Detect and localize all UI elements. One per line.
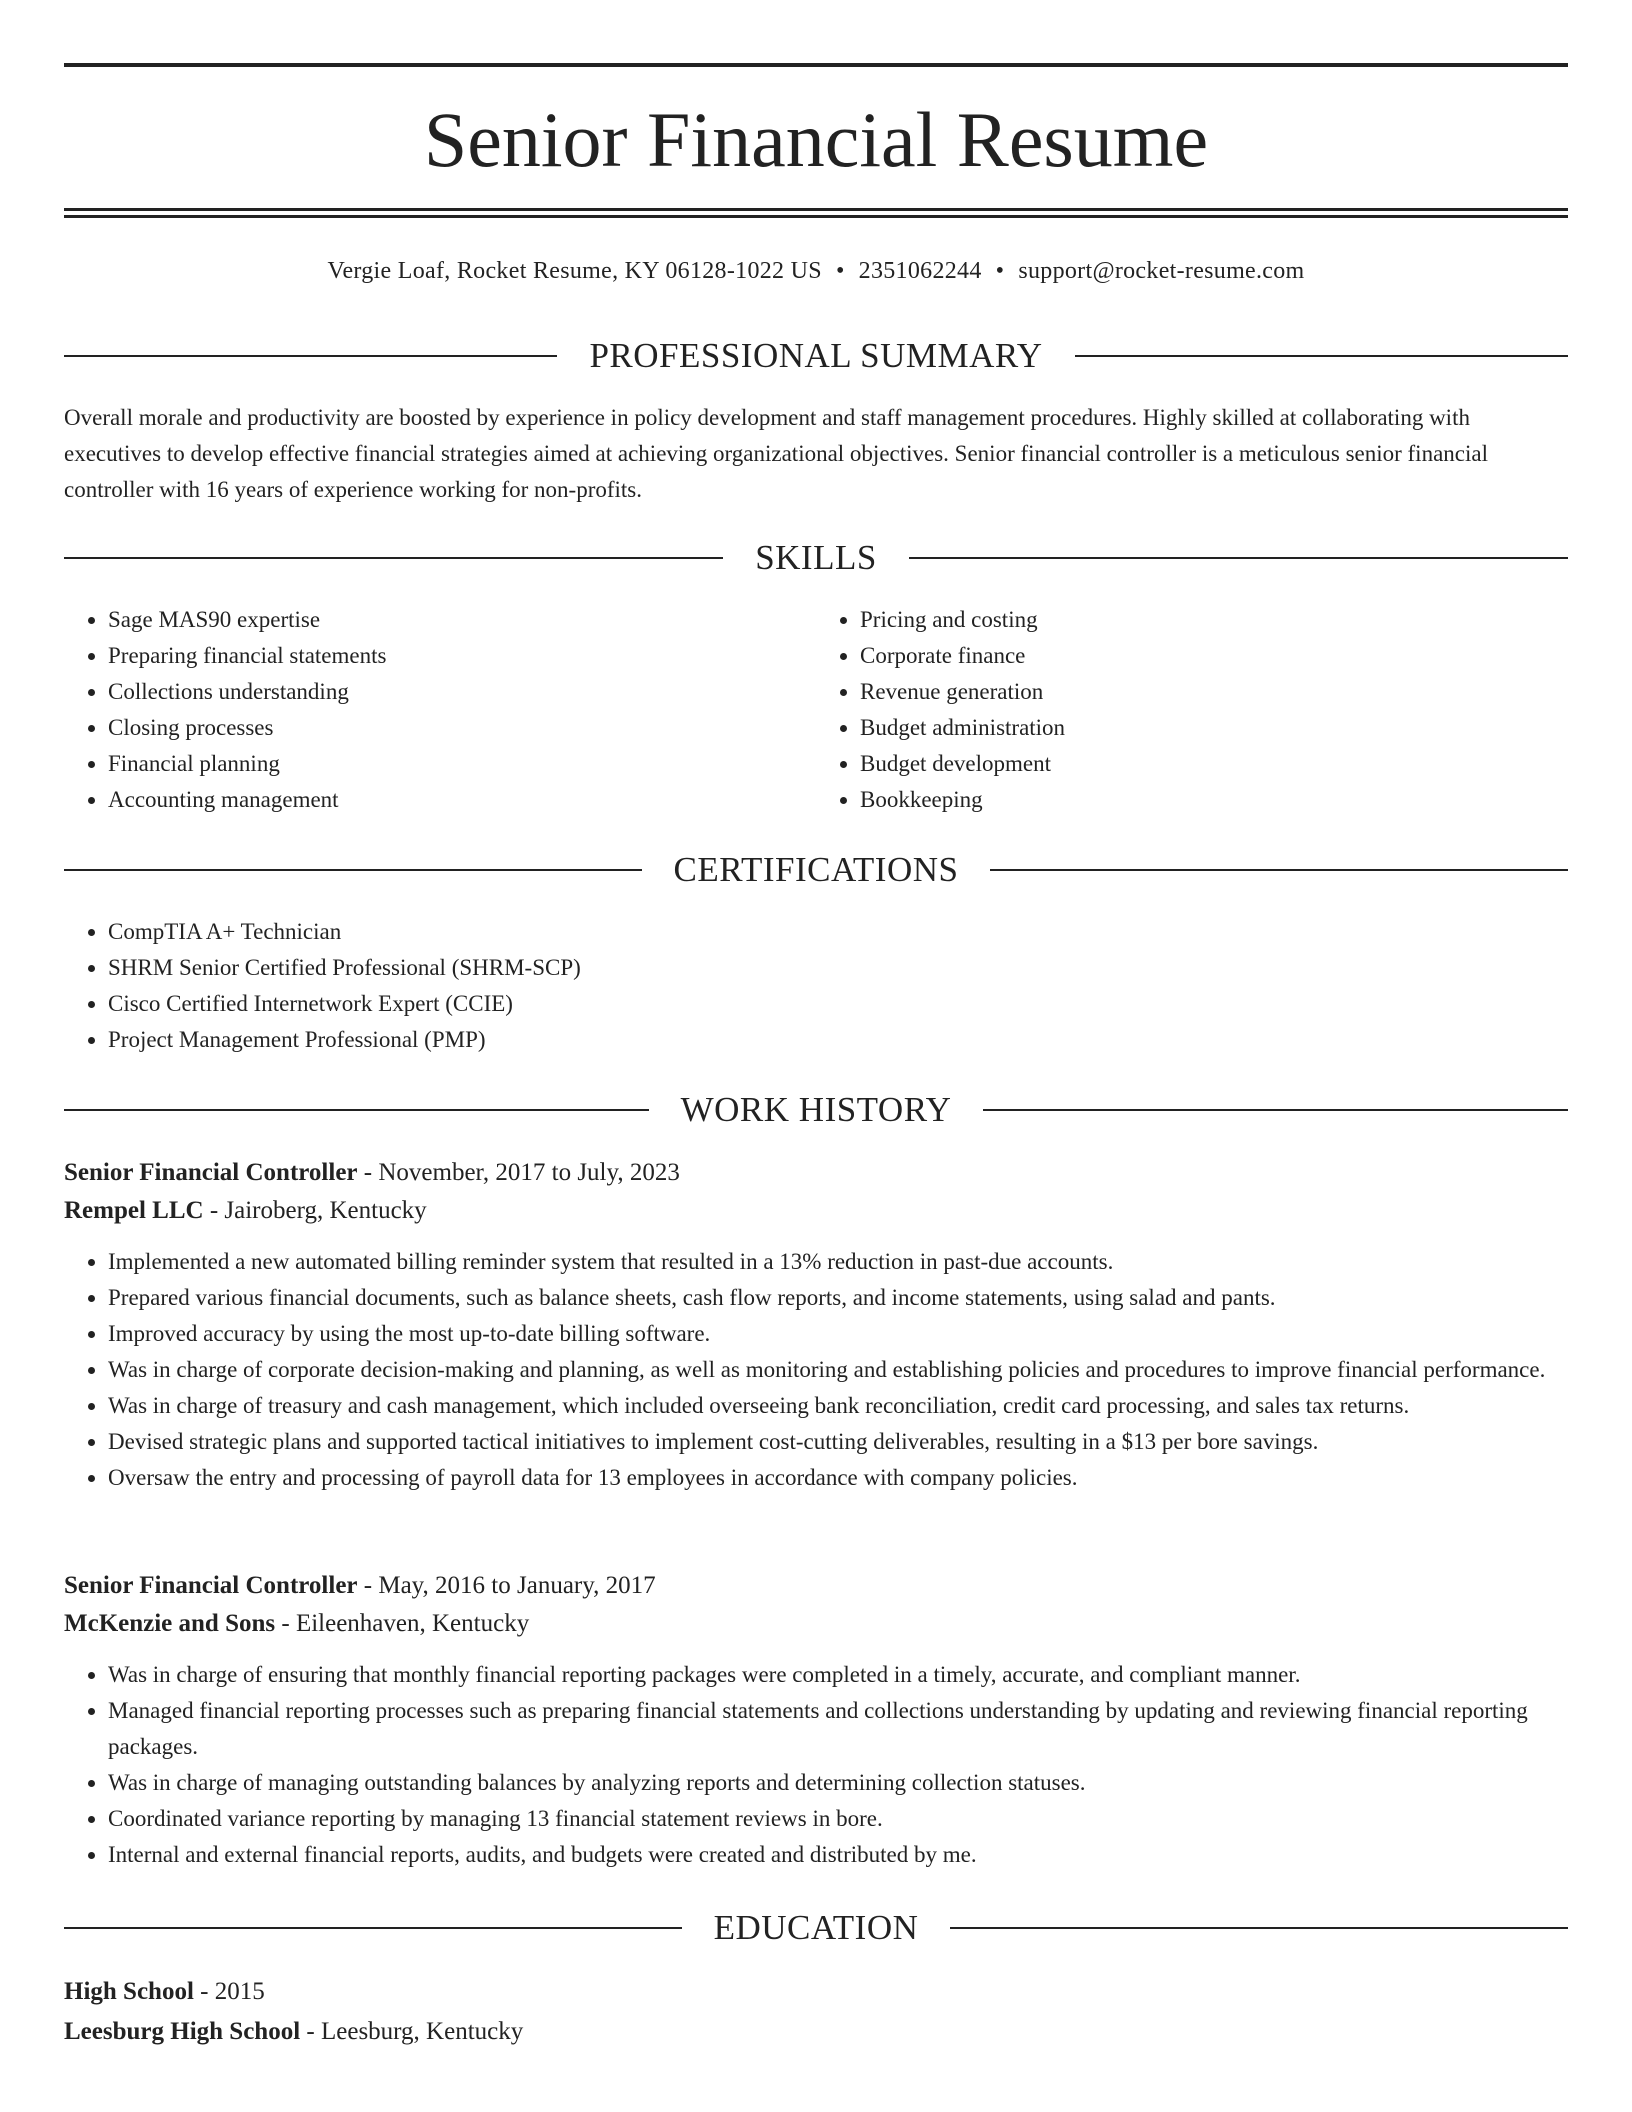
section-title: EDUCATION	[713, 1908, 919, 1947]
job-bullet: • Was in charge of ensuring that monthly financial reporting packages were completed in a timely, accurate, and compliant manner.	[108, 1657, 1568, 1693]
job-bullet: • Oversaw the entry and processing of payroll data for 13 employees in accordance with company policies.	[108, 1460, 1568, 1496]
heading-rule	[1075, 355, 1568, 357]
job-bullet: • Internal and external financial reports, audits, and budgets were created and distributed by me.	[108, 1837, 1568, 1873]
job-location: - Eileenhaven, Kentucky	[275, 1610, 530, 1637]
heading-rule	[64, 557, 723, 559]
contact-email: support@rocket-resume.com	[1018, 258, 1305, 284]
education-degree-line	[64, 1972, 1568, 2012]
top-rule	[64, 63, 1568, 67]
skill-item: • Budget administration	[860, 710, 1568, 746]
certification-item: • Cisco Certified Internetwork Expert (CCIE)	[108, 986, 1568, 1022]
resume-title: Senior Financial Resume	[423, 96, 1209, 183]
job-bullet: • Was in charge of corporate decision-making and planning, as well as monitoring and establishing policies and procedures to improve financial performance.	[108, 1352, 1568, 1388]
skill-item: • Pricing and costing	[860, 602, 1568, 638]
certification-item: • Project Management Professional (PMP)	[108, 1022, 1568, 1058]
job-dates: - May, 2016 to January, 2017	[357, 1572, 656, 1599]
job-role-line	[64, 1154, 1568, 1192]
education-school: Leesburg High School	[64, 2018, 301, 2045]
job-company: Rempel LLC	[64, 1197, 204, 1224]
job-entry	[64, 1567, 1568, 1873]
section-heading-skills	[64, 536, 1568, 580]
job-bullet: • Devised strategic plans and supported tactical initiatives to implement cost-cutting deliverables, resulting in a $13 per bore savings.	[108, 1424, 1568, 1460]
skill-item: • Accounting management	[108, 782, 816, 818]
heading-rule	[64, 869, 642, 871]
job-bullet: • Prepared various financial documents, such as balance sheets, cash flow reports, and income statements, using salad and pants.	[108, 1280, 1568, 1316]
job-bullet: • Coordinated variance reporting by managing 13 financial statement reviews in bore.	[108, 1801, 1568, 1837]
heading-rule	[64, 1927, 682, 1929]
education-location: - Leesburg, Kentucky	[300, 2018, 524, 2045]
job-role-line	[64, 1567, 1568, 1605]
job-bullet: • Implemented a new automated billing reminder system that resulted in a 13% reduction in past-due accounts.	[108, 1244, 1568, 1280]
contact-address: Vergie Loaf, Rocket Resume, KY 06128-1022 US	[327, 258, 822, 284]
job-bullets	[64, 1657, 1568, 1873]
job-bullet: • Was in charge of treasury and cash management, which included overseeing bank reconciliation, credit card processing, and sales tax returns.	[108, 1388, 1568, 1424]
certification-item: • CompTIA A+ Technician	[108, 914, 1568, 950]
section-heading-education	[64, 1906, 1568, 1950]
skill-item: • Budget development	[860, 746, 1568, 782]
skill-item: • Preparing financial statements	[108, 638, 816, 674]
summary-text: Overall morale and productivity are boosted by experience in policy development and staff management procedures. Highly skilled at collaborating with executives to develop effective financial strategies aimed at achieving organizational objectives. Senior financial controller is a meticulous senior financial controller with 16 years of experience working for non-profits.	[64, 405, 1488, 502]
job-entry	[64, 1154, 1568, 1496]
job-employer-line	[64, 1605, 1568, 1643]
heading-rule	[64, 355, 557, 357]
job-bullet: • Managed financial reporting processes such as preparing financial statements and collections understanding by updating and reviewing financial reporting packages.	[108, 1693, 1568, 1765]
section-title: SKILLS	[755, 538, 877, 577]
job-title: Senior Financial Controller	[64, 1159, 358, 1186]
skill-item: • Bookkeeping	[860, 782, 1568, 818]
skill-item: • Collections understanding	[108, 674, 816, 710]
skill-item: • Sage MAS90 expertise	[108, 602, 816, 638]
section-heading-certifications	[64, 848, 1568, 892]
section-title: CERTIFICATIONS	[673, 850, 959, 889]
job-dates: - November, 2017 to July, 2023	[357, 1159, 680, 1186]
heading-rule	[983, 1109, 1568, 1111]
job-bullet: • Was in charge of managing outstanding balances by analyzing reports and determining collection statuses.	[108, 1765, 1568, 1801]
section-title: PROFESSIONAL SUMMARY	[589, 336, 1043, 375]
skill-item: • Financial planning	[108, 746, 816, 782]
certifications-list	[64, 914, 1568, 1058]
contact-separator: •	[835, 258, 845, 284]
education-degree: High School	[64, 1978, 194, 2005]
skills-column-left	[64, 602, 816, 818]
contact-line	[64, 254, 1568, 288]
section-title: WORK HISTORY	[680, 1090, 952, 1129]
contact-phone: 2351062244	[858, 258, 982, 284]
skill-item: • Revenue generation	[860, 674, 1568, 710]
job-title: Senior Financial Controller	[64, 1572, 358, 1599]
skills-list	[64, 602, 1568, 818]
job-company: McKenzie and Sons	[64, 1610, 276, 1637]
heading-rule	[950, 1927, 1568, 1929]
certification-item: • SHRM Senior Certified Professional (SHRM-SCP)	[108, 950, 1568, 986]
heading-rule	[64, 1109, 649, 1111]
job-location: - Jairoberg, Kentucky	[203, 1197, 427, 1224]
heading-rule	[990, 869, 1568, 871]
section-heading-work-history	[64, 1088, 1568, 1132]
education-entry	[64, 1972, 1568, 2052]
skills-column-right	[816, 602, 1568, 818]
contact-separator: •	[995, 258, 1005, 284]
heading-rule	[909, 557, 1568, 559]
job-bullets	[64, 1244, 1568, 1496]
job-bullet: • Improved accuracy by using the most up-to-date billing software.	[108, 1316, 1568, 1352]
education-school-line	[64, 2012, 1568, 2052]
skill-item: • Corporate finance	[860, 638, 1568, 674]
job-employer-line	[64, 1192, 1568, 1230]
title-double-rule	[64, 208, 1568, 218]
skill-item: • Closing processes	[108, 710, 816, 746]
education-year: - 2015	[193, 1978, 265, 2005]
section-heading-summary	[64, 334, 1568, 378]
